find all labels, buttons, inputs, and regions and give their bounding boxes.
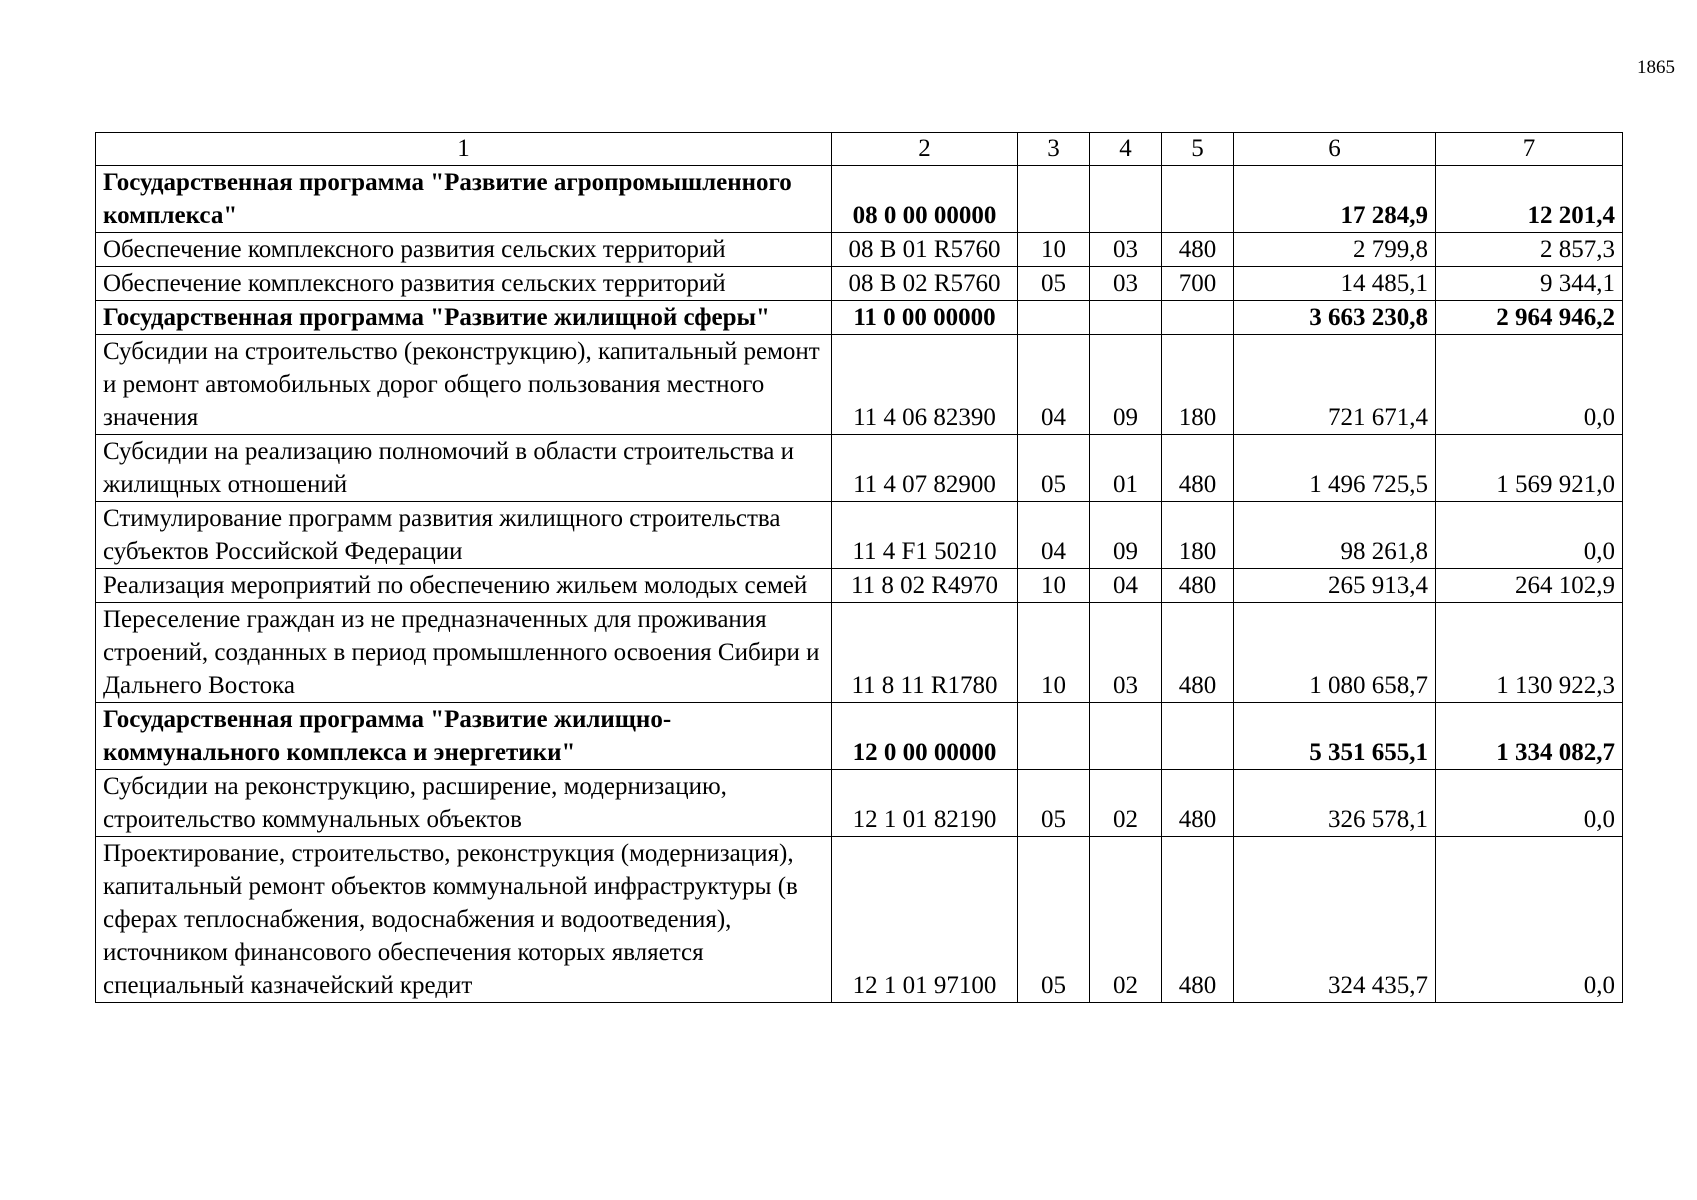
column-number-2: 2 (832, 133, 1018, 166)
column-number-3: 3 (1018, 133, 1090, 166)
row-subsection: 09 (1090, 335, 1162, 435)
row-code: 08 В 02 R5760 (832, 267, 1018, 301)
row-amount-col6: 1 080 658,7 (1234, 603, 1436, 703)
page-number: 1865 (1637, 57, 1675, 78)
row-expense-type: 180 (1162, 502, 1234, 569)
table-row (96, 603, 1623, 703)
table-row (96, 435, 1623, 502)
table-row (96, 569, 1623, 603)
row-name: Субсидии на строительство (реконструкцию), капитальный ремонт и ремонт автомобильных дорог общего пользования местного значения (96, 335, 832, 435)
row-expense-type: 480 (1162, 233, 1234, 267)
row-section: 10 (1018, 603, 1090, 703)
row-name: Государственная программа "Развитие жилищной сферы" (96, 301, 832, 335)
row-subsection: 03 (1090, 267, 1162, 301)
row-code: 08 0 00 00000 (832, 166, 1018, 233)
row-section: 05 (1018, 837, 1090, 1003)
row-expense-type: 700 (1162, 267, 1234, 301)
row-amount-col6: 14 485,1 (1234, 267, 1436, 301)
row-amount-col7: 0,0 (1436, 502, 1623, 569)
row-amount-col6: 2 799,8 (1234, 233, 1436, 267)
row-section: 05 (1018, 770, 1090, 837)
row-amount-col6: 3 663 230,8 (1234, 301, 1436, 335)
row-name: Государственная программа "Развитие агропромышленного комплекса" (96, 166, 832, 233)
row-subsection: 01 (1090, 435, 1162, 502)
row-name: Реализация мероприятий по обеспечению жильем молодых семей (96, 569, 832, 603)
budget-table (95, 132, 1623, 1003)
table-header-row (96, 133, 1623, 166)
row-amount-col7: 12 201,4 (1436, 166, 1623, 233)
row-expense-type: 480 (1162, 837, 1234, 1003)
row-code: 12 0 00 00000 (832, 703, 1018, 770)
row-expense-type (1162, 301, 1234, 335)
row-expense-type (1162, 166, 1234, 233)
row-amount-col6: 98 261,8 (1234, 502, 1436, 569)
row-code: 11 4 F1 50210 (832, 502, 1018, 569)
row-name: Обеспечение комплексного развития сельских территорий (96, 267, 832, 301)
row-section: 10 (1018, 233, 1090, 267)
row-subsection: 03 (1090, 233, 1162, 267)
row-name: Государственная программа "Развитие жилищно-коммунального комплекса и энергетики" (96, 703, 832, 770)
row-amount-col7: 1 130 922,3 (1436, 603, 1623, 703)
program-row (96, 703, 1623, 770)
row-amount-col6: 17 284,9 (1234, 166, 1436, 233)
row-code: 11 4 06 82390 (832, 335, 1018, 435)
row-code: 11 8 11 R1780 (832, 603, 1018, 703)
row-section: 04 (1018, 502, 1090, 569)
table-row (96, 267, 1623, 301)
row-subsection (1090, 301, 1162, 335)
table-row (96, 233, 1623, 267)
row-expense-type: 480 (1162, 569, 1234, 603)
row-code: 12 1 01 97100 (832, 837, 1018, 1003)
row-code: 11 4 07 82900 (832, 435, 1018, 502)
row-name: Проектирование, строительство, реконструкция (модернизация), капитальный ремонт объектов коммунальной инфраструктуры (в сферах теплоснабжения, водоснабжения и водоотведения), источником финансового обеспечения которых является специальный казначейский кредит (96, 837, 832, 1003)
row-amount-col7: 0,0 (1436, 770, 1623, 837)
row-subsection: 02 (1090, 837, 1162, 1003)
row-expense-type: 480 (1162, 770, 1234, 837)
row-subsection: 03 (1090, 603, 1162, 703)
row-expense-type: 480 (1162, 603, 1234, 703)
column-number-5: 5 (1162, 133, 1234, 166)
row-amount-col7: 0,0 (1436, 837, 1623, 1003)
row-amount-col6: 5 351 655,1 (1234, 703, 1436, 770)
row-amount-col6: 721 671,4 (1234, 335, 1436, 435)
row-amount-col7: 2 964 946,2 (1436, 301, 1623, 335)
row-section: 05 (1018, 435, 1090, 502)
row-section: 10 (1018, 569, 1090, 603)
row-amount-col6: 324 435,7 (1234, 837, 1436, 1003)
row-code: 12 1 01 82190 (832, 770, 1018, 837)
row-section (1018, 301, 1090, 335)
table-row (96, 335, 1623, 435)
row-expense-type (1162, 703, 1234, 770)
row-amount-col7: 264 102,9 (1436, 569, 1623, 603)
column-number-1: 1 (96, 133, 832, 166)
row-name: Субсидии на реконструкцию, расширение, модернизацию, строительство коммунальных объектов (96, 770, 832, 837)
table-row (96, 837, 1623, 1003)
row-subsection: 09 (1090, 502, 1162, 569)
row-section: 04 (1018, 335, 1090, 435)
row-subsection: 04 (1090, 569, 1162, 603)
row-code: 11 8 02 R4970 (832, 569, 1018, 603)
row-section (1018, 703, 1090, 770)
row-subsection (1090, 703, 1162, 770)
program-row (96, 166, 1623, 233)
table-row (96, 770, 1623, 837)
row-name: Стимулирование программ развития жилищного строительства субъектов Российской Федерации (96, 502, 832, 569)
row-name: Переселение граждан из не предназначенных для проживания строений, созданных в период промышленного освоения Сибири и Дальнего Востока (96, 603, 832, 703)
row-code: 08 В 01 R5760 (832, 233, 1018, 267)
row-code: 11 0 00 00000 (832, 301, 1018, 335)
row-name: Обеспечение комплексного развития сельских территорий (96, 233, 832, 267)
row-amount-col6: 326 578,1 (1234, 770, 1436, 837)
row-amount-col6: 265 913,4 (1234, 569, 1436, 603)
row-section: 05 (1018, 267, 1090, 301)
row-section (1018, 166, 1090, 233)
row-amount-col7: 0,0 (1436, 335, 1623, 435)
column-number-4: 4 (1090, 133, 1162, 166)
program-row (96, 301, 1623, 335)
row-expense-type: 480 (1162, 435, 1234, 502)
row-amount-col7: 1 569 921,0 (1436, 435, 1623, 502)
row-subsection (1090, 166, 1162, 233)
row-name: Субсидии на реализацию полномочий в области строительства и жилищных отношений (96, 435, 832, 502)
row-expense-type: 180 (1162, 335, 1234, 435)
row-subsection: 02 (1090, 770, 1162, 837)
row-amount-col6: 1 496 725,5 (1234, 435, 1436, 502)
column-number-6: 6 (1234, 133, 1436, 166)
row-amount-col7: 1 334 082,7 (1436, 703, 1623, 770)
row-amount-col7: 2 857,3 (1436, 233, 1623, 267)
table-row (96, 502, 1623, 569)
row-amount-col7: 9 344,1 (1436, 267, 1623, 301)
column-number-7: 7 (1436, 133, 1623, 166)
